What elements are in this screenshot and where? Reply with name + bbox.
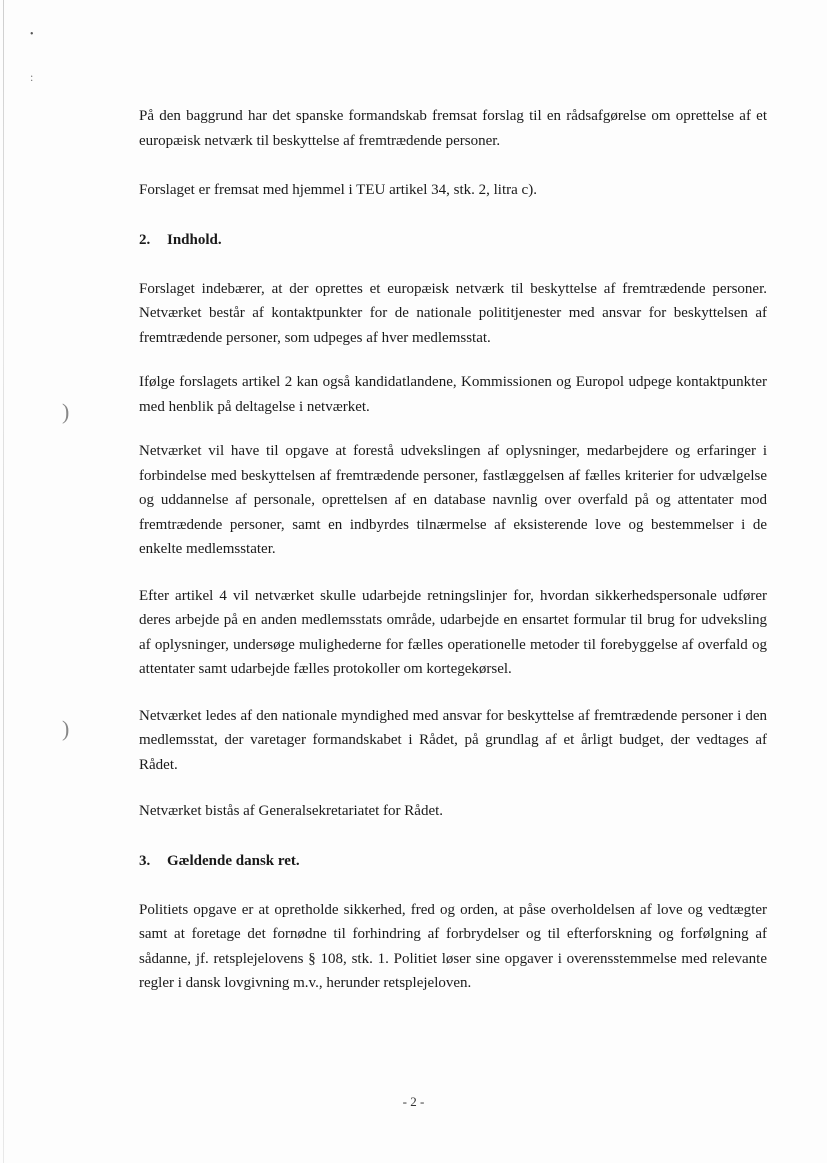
section-title: Indhold. — [167, 231, 222, 248]
scan-edge-line — [3, 0, 4, 1163]
paragraph-secretariat: Netværket bistås af Generalsekretariatet for Rådet. — [139, 803, 444, 819]
paragraph-article-2: Ifølge forslagets artikel 2 kan også kandidatlandene, Kommissionen og Europol udpege kontaktpunkter med henblik på deltagelse i netværket. — [139, 374, 767, 415]
scan-artifact-mark: : — [30, 70, 34, 84]
section-number: 3. — [139, 852, 151, 869]
page-number: - 2 - — [402, 1094, 425, 1109]
paragraph-proposal-background: På den baggrund har det spanske formandskab fremsat forslag til en rådsafgørelse om oprettelse af et europæisk netværk til beskyttelse af fremtrædende personer. — [139, 108, 767, 149]
section-heading-gaeldende-dansk-ret — [139, 849, 767, 873]
paragraph-network-content: Forslaget indebærer, at der oprettes et europæisk netværk til beskyttelse af fremtrædende personer. Netværket består af kontaktpunkter for de nationale polititjenester med ansvar for beskyttelsen af fremtrædende personer, som udpeges af hver medlemsstat. — [139, 280, 767, 346]
section-heading-indhold — [139, 228, 767, 252]
scan-artifact-mark: • — [30, 29, 34, 40]
section-number: 2. — [139, 231, 151, 248]
paragraph-network-tasks: Netværket vil have til opgave at forestå udvekslingen af oplysninger, medarbejdere og erfaringer i forbindelse med beskyttelsen af fremtrædende personer, fastlæggelsen af fælles kriterier for udvælgelse og uddannelse af personale, oprettelsen af en database navnlig over overfald på og attentater mod fremtrædende personer, samt en indbyrdes tilnærmelse af eksisterende love og bestemmelser i de enkelte medlemsstater. — [139, 443, 767, 557]
paragraph-legal-basis: Forslaget er fremsat med hjemmel i TEU artikel 34, stk. 2, litra c). — [139, 182, 537, 198]
paragraph-article-4: Efter artikel 4 vil netværket skulle udarbejde retningslinjer for, hvordan sikkerhedspersonale udfører deres arbejde på en anden medlemsstats område, udarbejde en ensartet formular til brug for udveksling af oplysninger, undersøge mulighederne for fælles operationelle metoder til forebyggelse af overfald og attentater samt udarbejde fælles protokoller om kortegekørsel. — [139, 587, 767, 677]
paragraph-network-leadership: Netværket ledes af den nationale myndighed med ansvar for beskyttelse af fremtrædende personer i den medlemsstat, der varetager formandskabet i Rådet, på grundlag af et årligt budget, der vedtages af Rådet. — [139, 707, 767, 773]
punch-hole-mark: ) — [62, 399, 70, 424]
punch-hole-mark: ) — [62, 716, 70, 741]
section-title: Gældende dansk ret. — [167, 852, 300, 869]
document-body — [139, 104, 767, 996]
paragraph-police-duties: Politiets opgave er at opretholde sikkerhed, fred og orden, at påse overholdelsen af love og vedtægter samt at foretage det fornødne til forhindring af forbrydelser og til efterforskning og forfølgning af sådanne, jf. retsplejelovens § 108, stk. 1. Politiet løser sine opgaver i overensstemmelse med relevante regler i dansk lovgivning m.v., herunder retsplejeloven. — [139, 901, 767, 991]
